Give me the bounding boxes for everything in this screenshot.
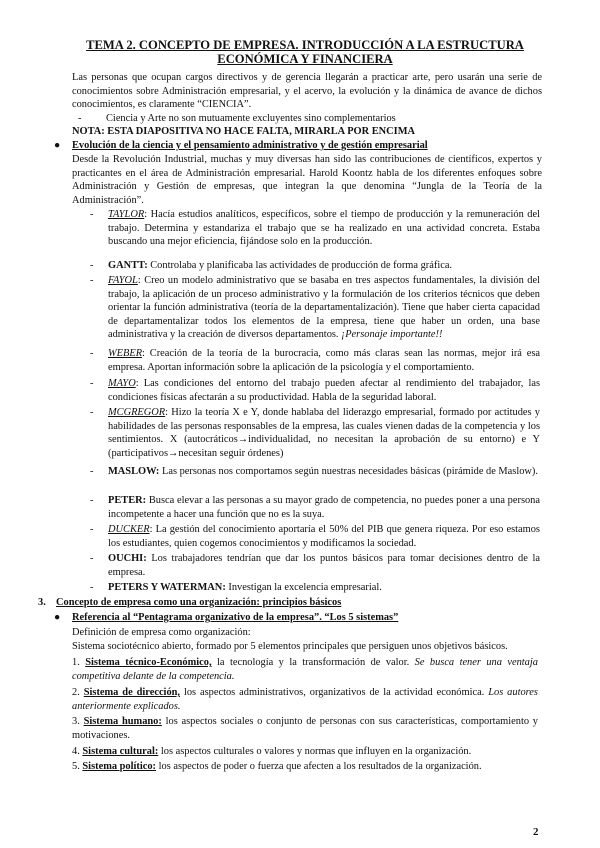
dash-marker: -	[90, 378, 94, 389]
author-name: MCGREGOR	[108, 407, 166, 418]
section3-subheading: Referencia al “Pentagrama organizativo de la empresa”. “Los 5 sistemas”	[72, 612, 399, 623]
system-item: 4. Sistema cultural: los aspectos culturales o valores y normas que influyen en la organización.	[72, 746, 472, 757]
bullet-icon: ●	[54, 140, 61, 151]
dash-marker: -	[90, 348, 94, 359]
system-item: 5. Sistema político: los aspectos de poder o fuerza que afecten a los resultados de la organización.	[72, 761, 482, 772]
system-item: 3. Sistema humano: los aspectos sociales o conjunto de personas con sus características, comportamiento y motivaciones.	[72, 716, 539, 741]
page-title: TEMA 2. CONCEPTO DE EMPRESA. INTRODUCCIÓN A LA ESTRUCTURA ECONÓMICA Y FINANCIERA	[86, 38, 524, 66]
author-weber: WEBER: Creación de la teoría de la burocracia, como más claras sean las normas, mejor irá esa empresa. Aportan información sobre la aplicación de la psicología y el comportamiento.	[108, 348, 540, 373]
author-maslow: MASLOW: Las personas nos comportamos según nuestras necesidades básicas (pirámide de Maslow).	[108, 466, 538, 477]
author-name: DUCKER	[108, 524, 150, 535]
author-text: Busca elevar a las personas a su mayor grado de competencia, no puedes poner a una persona incompetente a hacer una función que no es la suya.	[108, 495, 540, 520]
dash-note: Ciencia y Arte no son mutuamente excluyentes sino complementarios	[106, 113, 396, 124]
dash-marker: -	[90, 275, 94, 286]
author-name: MASLOW	[108, 466, 156, 477]
author-name: PETER	[108, 495, 143, 506]
author-peters-waterman: PETERS Y WATERMAN: Investigan la excelencia empresarial.	[108, 582, 382, 593]
author-text: Los trabajadores tendrían que dar los puntos básicos para tomar decisiones dentro de la empresa.	[108, 553, 540, 578]
author-text: Controlaba y planificaba las actividades de producción de forma gráfica.	[150, 260, 453, 271]
definition-label: Definición de empresa como organización:	[72, 627, 251, 638]
dash-marker: -	[90, 260, 94, 271]
dash-marker: -	[90, 582, 94, 593]
author-mayo: MAYO: Las condiciones del entorno del trabajo pueden afectar al rendimiento del trabajador, las condiciones físicas afectarán a su productividad. Habla de la seguridad laboral.	[108, 378, 540, 403]
dash-marker: -	[90, 407, 94, 418]
author-name: OUCHI	[108, 553, 144, 564]
section3-number: 3.	[38, 597, 46, 608]
page-number: 2	[533, 826, 539, 838]
author-name: PETERS Y WATERMAN	[108, 582, 223, 593]
dash-marker: -	[90, 553, 94, 564]
dash-marker: -	[90, 209, 94, 220]
evolution-heading: Evolución de la ciencia y el pensamiento administrativo y de gestión empresarial	[72, 140, 428, 151]
author-extra: ¡Personaje importante!!	[341, 329, 443, 341]
author-taylor: TAYLOR: Hacía estudios analíticos, específicos, sobre el tiempo de producción y la remuneración del trabajo. Determina y estandariza el trabajo que se ha realizado en una actividad concreta. Estaba buscando una mejor eficiencia, fijándose solo en la producción.	[108, 209, 540, 248]
author-peter: PETER: Busca elevar a las personas a su mayor grado de competencia, no puedes poner a una persona incompetente a hacer una función que no es la suya.	[108, 495, 540, 520]
evolution-body: Desde la Revolución Industrial, muchas y muy diversas han sido las contribuciones de científicos, expertos y practicantes en el área de Administración empresarial. Harold Koontz habla de los diferentes enfoques sobre Administración y Gestión de empresas, que integran la que denomina “Jungla de la Teoría de la Administración”.	[72, 154, 542, 206]
system-item: 1. Sistema técnico-Económico, la tecnología y la transformación de valor. Se busca tener una ventaja competitiva delante de la competencia.	[72, 657, 538, 682]
author-text: Hizo la teoría X e Y, donde hablaba del liderazgo empresarial, formado por actitudes y habilidades de las personas responsables de la empresa, las cuales vienen dadas de la competencia y los sentimientos. X (autocráticos→individualidad, no necesitan la aprobación de su entorno) e Y (participativos→necesitan seguir órdenes)	[108, 407, 540, 459]
dash-marker: -	[90, 495, 94, 506]
author-mcgregor: MCGREGOR: Hizo la teoría X e Y, donde hablaba del liderazgo empresarial, formado por actitudes y habilidades de las personas responsables de la empresa, las cuales vienen dadas de la competencia y los sentimientos. X (autocráticos→individualidad, no necesitan la aprobación de su entorno) e Y (participativos→necesitan seguir órdenes)	[108, 407, 540, 459]
note-line: NOTA: ESTA DIAPOSITIVA NO HACE FALTA, MIRARLA POR ENCIMA	[72, 126, 416, 137]
author-name: GANTT	[108, 260, 145, 271]
definition-text: Sistema sociotécnico abierto, formado por 5 elementos principales que persiguen unos objetivos básicos.	[72, 641, 508, 652]
author-fayol: FAYOL: Creo un modelo administrativo que se basaba en tres aspectos fundamentales, la división del trabajo, la aplicación de un proceso administrativo y la formulación de los criterios técnicos que deben orientar la función administrativa (teoría de la departamentalización). Tiene que haber cierta capacidad de departamentalizar todos los elementos de la empresa, tiene que haber un orden, una base administrativa y la creación de diversos departamentos. ¡Personaje importante!!	[108, 275, 540, 341]
system-item: 2. Sistema de dirección, los aspectos administrativos, organizativos de la actividad económica. Los autores anteriormente explicados.	[72, 687, 538, 712]
dash-marker: -	[78, 113, 82, 124]
author-text: Las condiciones del entorno del trabajo pueden afectar al rendimiento del trabajador, las condiciones físicas afectarán a su productividad. Habla de la seguridad laboral.	[108, 378, 540, 403]
author-ouchi: OUCHI: Los trabajadores tendrían que dar los puntos básicos para tomar decisiones dentro de la empresa.	[108, 553, 540, 578]
dash-marker: -	[90, 466, 94, 477]
dash-marker: -	[90, 524, 94, 535]
intro-paragraph: Las personas que ocupan cargos directivos y de gerencia llegarán a practicar arte, pero usarán una serie de conocimientos sobre Administración empresarial, y el acervo, la evolución y la dinámica de avance de dichos conocimientos, es claramente “CIENCIA”.	[72, 72, 542, 111]
author-text: Creación de la teoría de la burocracia, como más claras sean las normas, mejor irá esa empresa. Aportan información sobre la aplicación de la psicología y el comportamiento.	[108, 348, 540, 373]
author-gantt: GANTT: Controlaba y planificaba las actividades de producción de forma gráfica.	[108, 260, 453, 271]
author-name: TAYLOR	[108, 209, 145, 220]
section3-heading: Concepto de empresa como una organización: principios básicos	[56, 597, 342, 608]
author-name: WEBER	[108, 348, 143, 359]
author-text: Creo un modelo administrativo que se basaba en tres aspectos fundamentales, la división del trabajo, la aplicación de un proceso administrativo y la formulación de los criterios técnicos que deben orientar la función administrativa (teoría de la departamentalización). Tiene que haber cierta capacidad de departamentalizar todos los elementos de la empresa, tiene que haber un orden, una base administrativa y la creación de diversos departamentos.	[108, 275, 540, 341]
author-name: MAYO	[108, 378, 136, 389]
author-text: La gestión del conocimiento aportaría el 50% del PIB que genera riqueza. Por eso estamos los estudiantes, quien cogemos conocimientos y modificamos la sociedad.	[108, 524, 540, 549]
author-name: FAYOL	[108, 275, 138, 286]
bullet-icon: ●	[54, 612, 61, 623]
author-ducker: DUCKER: La gestión del conocimiento aportaría el 50% del PIB que genera riqueza. Por eso estamos los estudiantes, quien cogemos conocimientos y modificamos la sociedad.	[108, 524, 540, 549]
author-text: Las personas nos comportamos según nuestras necesidades básicas (pirámide de Maslow).	[161, 466, 538, 477]
author-text: Investigan la excelencia empresarial.	[228, 582, 382, 593]
author-text: Hacía estudios analíticos, específicos, sobre el tiempo de producción y la remuneración del trabajo. Determina y estandariza el trabajo que se ha realizado en una actividad concreta. Estaba buscando una mejor eficiencia, fijándose solo en la producción.	[108, 209, 540, 248]
